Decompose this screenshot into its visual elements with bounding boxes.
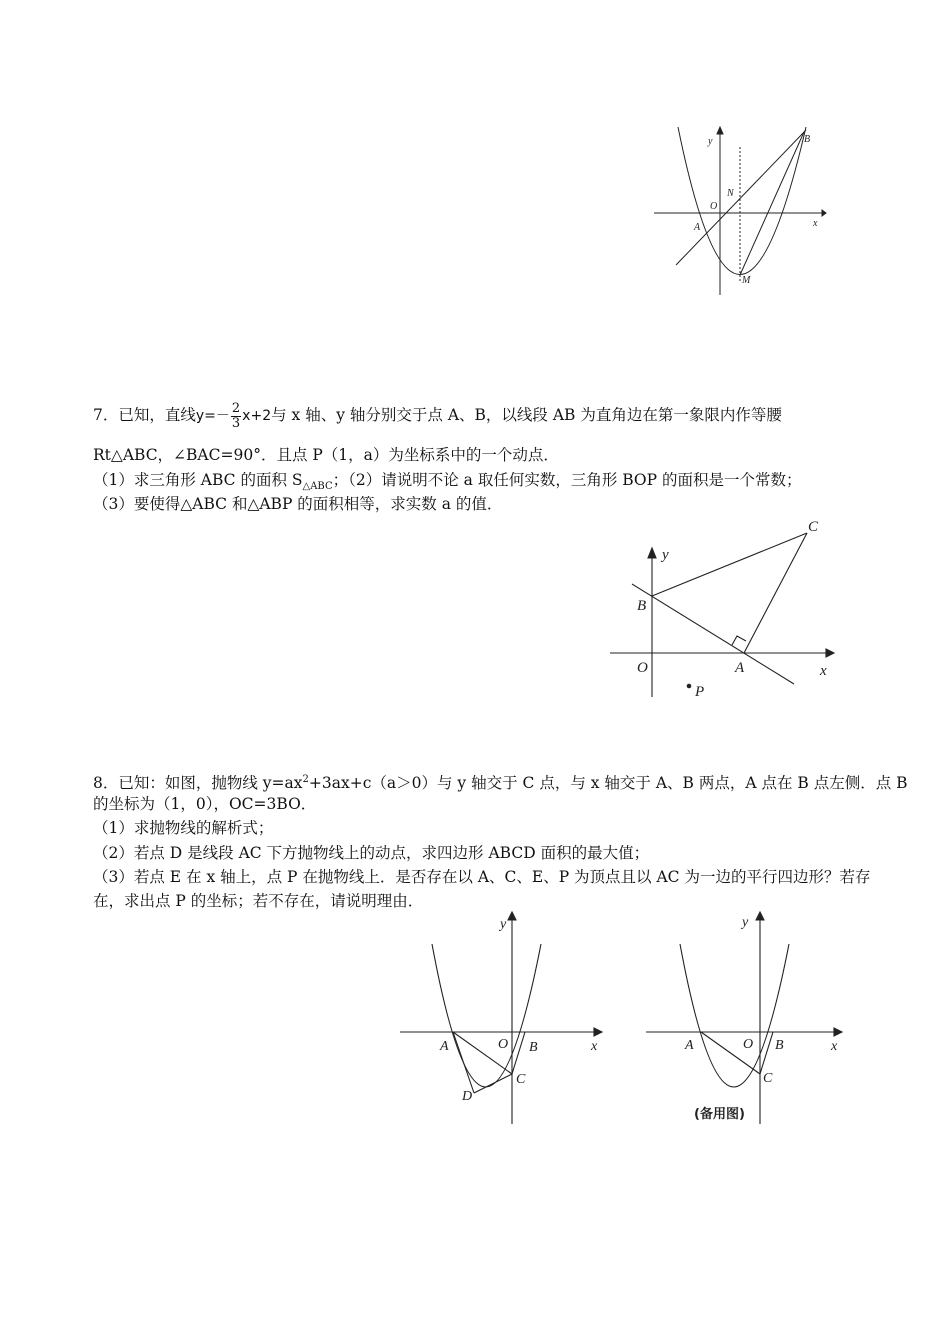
label-y: y [662, 547, 669, 563]
label-b: B [775, 1038, 784, 1053]
x-axis-arrow [834, 1028, 842, 1036]
figure-parabola-abcd [396, 910, 610, 1132]
q7-eq-rhs: x+2 [242, 408, 272, 424]
figure-parabola-line-amb [648, 122, 828, 300]
label-d: D [462, 1089, 473, 1104]
q8-line6: 在，求出点 P 的坐标；若不存在，请说明理由． [93, 892, 424, 910]
q7-line4: （3）要使得△ABC 和△ABP 的面积相等，求实数 a 的值． [93, 495, 503, 513]
segment-ac [744, 533, 807, 653]
label-y: y [500, 917, 507, 932]
q8-line1-post: +3ax+c（a＞0）与 y 轴交于 C 点，与 x 轴交于 A、B 两点，A 点在 B 点左侧．点 B [308, 774, 908, 793]
q7-frac-num: 2 [231, 400, 241, 416]
parabola-curve [680, 944, 789, 1087]
parabola-curve [678, 127, 806, 275]
label-o: O [710, 201, 718, 212]
x-axis-arrow [822, 210, 826, 216]
segment-bc [652, 533, 807, 596]
label-b: B [804, 134, 811, 145]
label-y: y [742, 915, 749, 930]
label-y: y [708, 136, 713, 147]
backup-caption: (备用图) [694, 1107, 745, 1122]
right-angle-mark [732, 636, 746, 645]
label-c: C [763, 1071, 773, 1086]
q7-eq-lhs: y=－ [195, 408, 230, 424]
q8-line1 [93, 770, 908, 793]
line-ab [676, 130, 806, 265]
q8-line3: （1）求抛物线的解析式； [93, 819, 274, 837]
q8-line5: （3）若点 E 在 x 轴上，点 P 在抛物线上．是否存在以 A、C、E、P 为顶点且以 AC 为一边的平行四边形？若存 [93, 868, 871, 886]
label-x: x [813, 218, 818, 229]
y-axis-arrow [508, 912, 516, 920]
segment-ad [453, 1032, 474, 1093]
x-axis-arrow [594, 1028, 602, 1036]
label-p: P [695, 684, 705, 700]
label-o: O [498, 1037, 509, 1052]
label-m: M [742, 275, 751, 286]
q8-line1-pre: 8．已知：如图，抛物线 y=ax [93, 774, 303, 793]
figure-parabola-backup [640, 906, 850, 1128]
q7-line3-post: ；（2）请说明不论 a 取任何实数，三角形 BOP 的面积是一个常数； [332, 471, 802, 489]
label-x: x [820, 663, 827, 679]
q8-line1-sup: 2 [302, 774, 309, 785]
parabola-curve [432, 944, 541, 1087]
label-n: N [727, 188, 734, 199]
q7-line3-pre: （1）求三角形 ABC 的面积 S [93, 471, 303, 489]
point-p [687, 684, 692, 689]
segment-bc [512, 1032, 525, 1074]
q8-line4: （2）若点 D 是线段 AC 下方抛物线上的动点，求四边形 ABCD 面积的最大值； [93, 844, 650, 862]
q7-frac-den: 3 [231, 415, 241, 431]
line-through-b-a [632, 584, 794, 684]
label-a: A [735, 660, 745, 676]
label-o: O [743, 1037, 754, 1052]
segment-dc [474, 1074, 512, 1093]
label-o: O [637, 660, 648, 676]
q7-fraction [231, 402, 241, 431]
q7-intro-pre: 7．已知，直线 [93, 406, 196, 424]
q8-line2: 的坐标为（1，0），OC=3BO． [93, 795, 317, 813]
label-c: C [808, 519, 819, 535]
label-x: x [591, 1039, 598, 1054]
figure-right-triangle-abc [604, 514, 840, 700]
label-a: A [440, 1039, 449, 1054]
y-axis-arrow [756, 912, 764, 920]
line-bm [740, 132, 804, 275]
label-c: C [516, 1072, 526, 1087]
y-axis-arrow [717, 127, 723, 134]
q7-intro-post: 与 x 轴、y 轴分别交于点 A、B，以线段 AB 为直角边在第一象限内作等腰 [271, 406, 782, 424]
label-x: x [831, 1039, 838, 1054]
label-b: B [529, 1040, 538, 1055]
label-b: B [637, 598, 647, 614]
q7-line3-sub: △ABC [302, 481, 333, 493]
q7-line1 [93, 400, 782, 431]
x-axis-arrow [826, 649, 834, 657]
label-a: A [685, 1038, 694, 1053]
y-axis-arrow [648, 548, 656, 558]
q7-line2: Rt△ABC，∠BAC=90°．且点 P（1，a）为坐标系中的一个动点． [93, 446, 559, 464]
segment-bc [760, 1032, 773, 1074]
label-a: A [694, 222, 701, 233]
